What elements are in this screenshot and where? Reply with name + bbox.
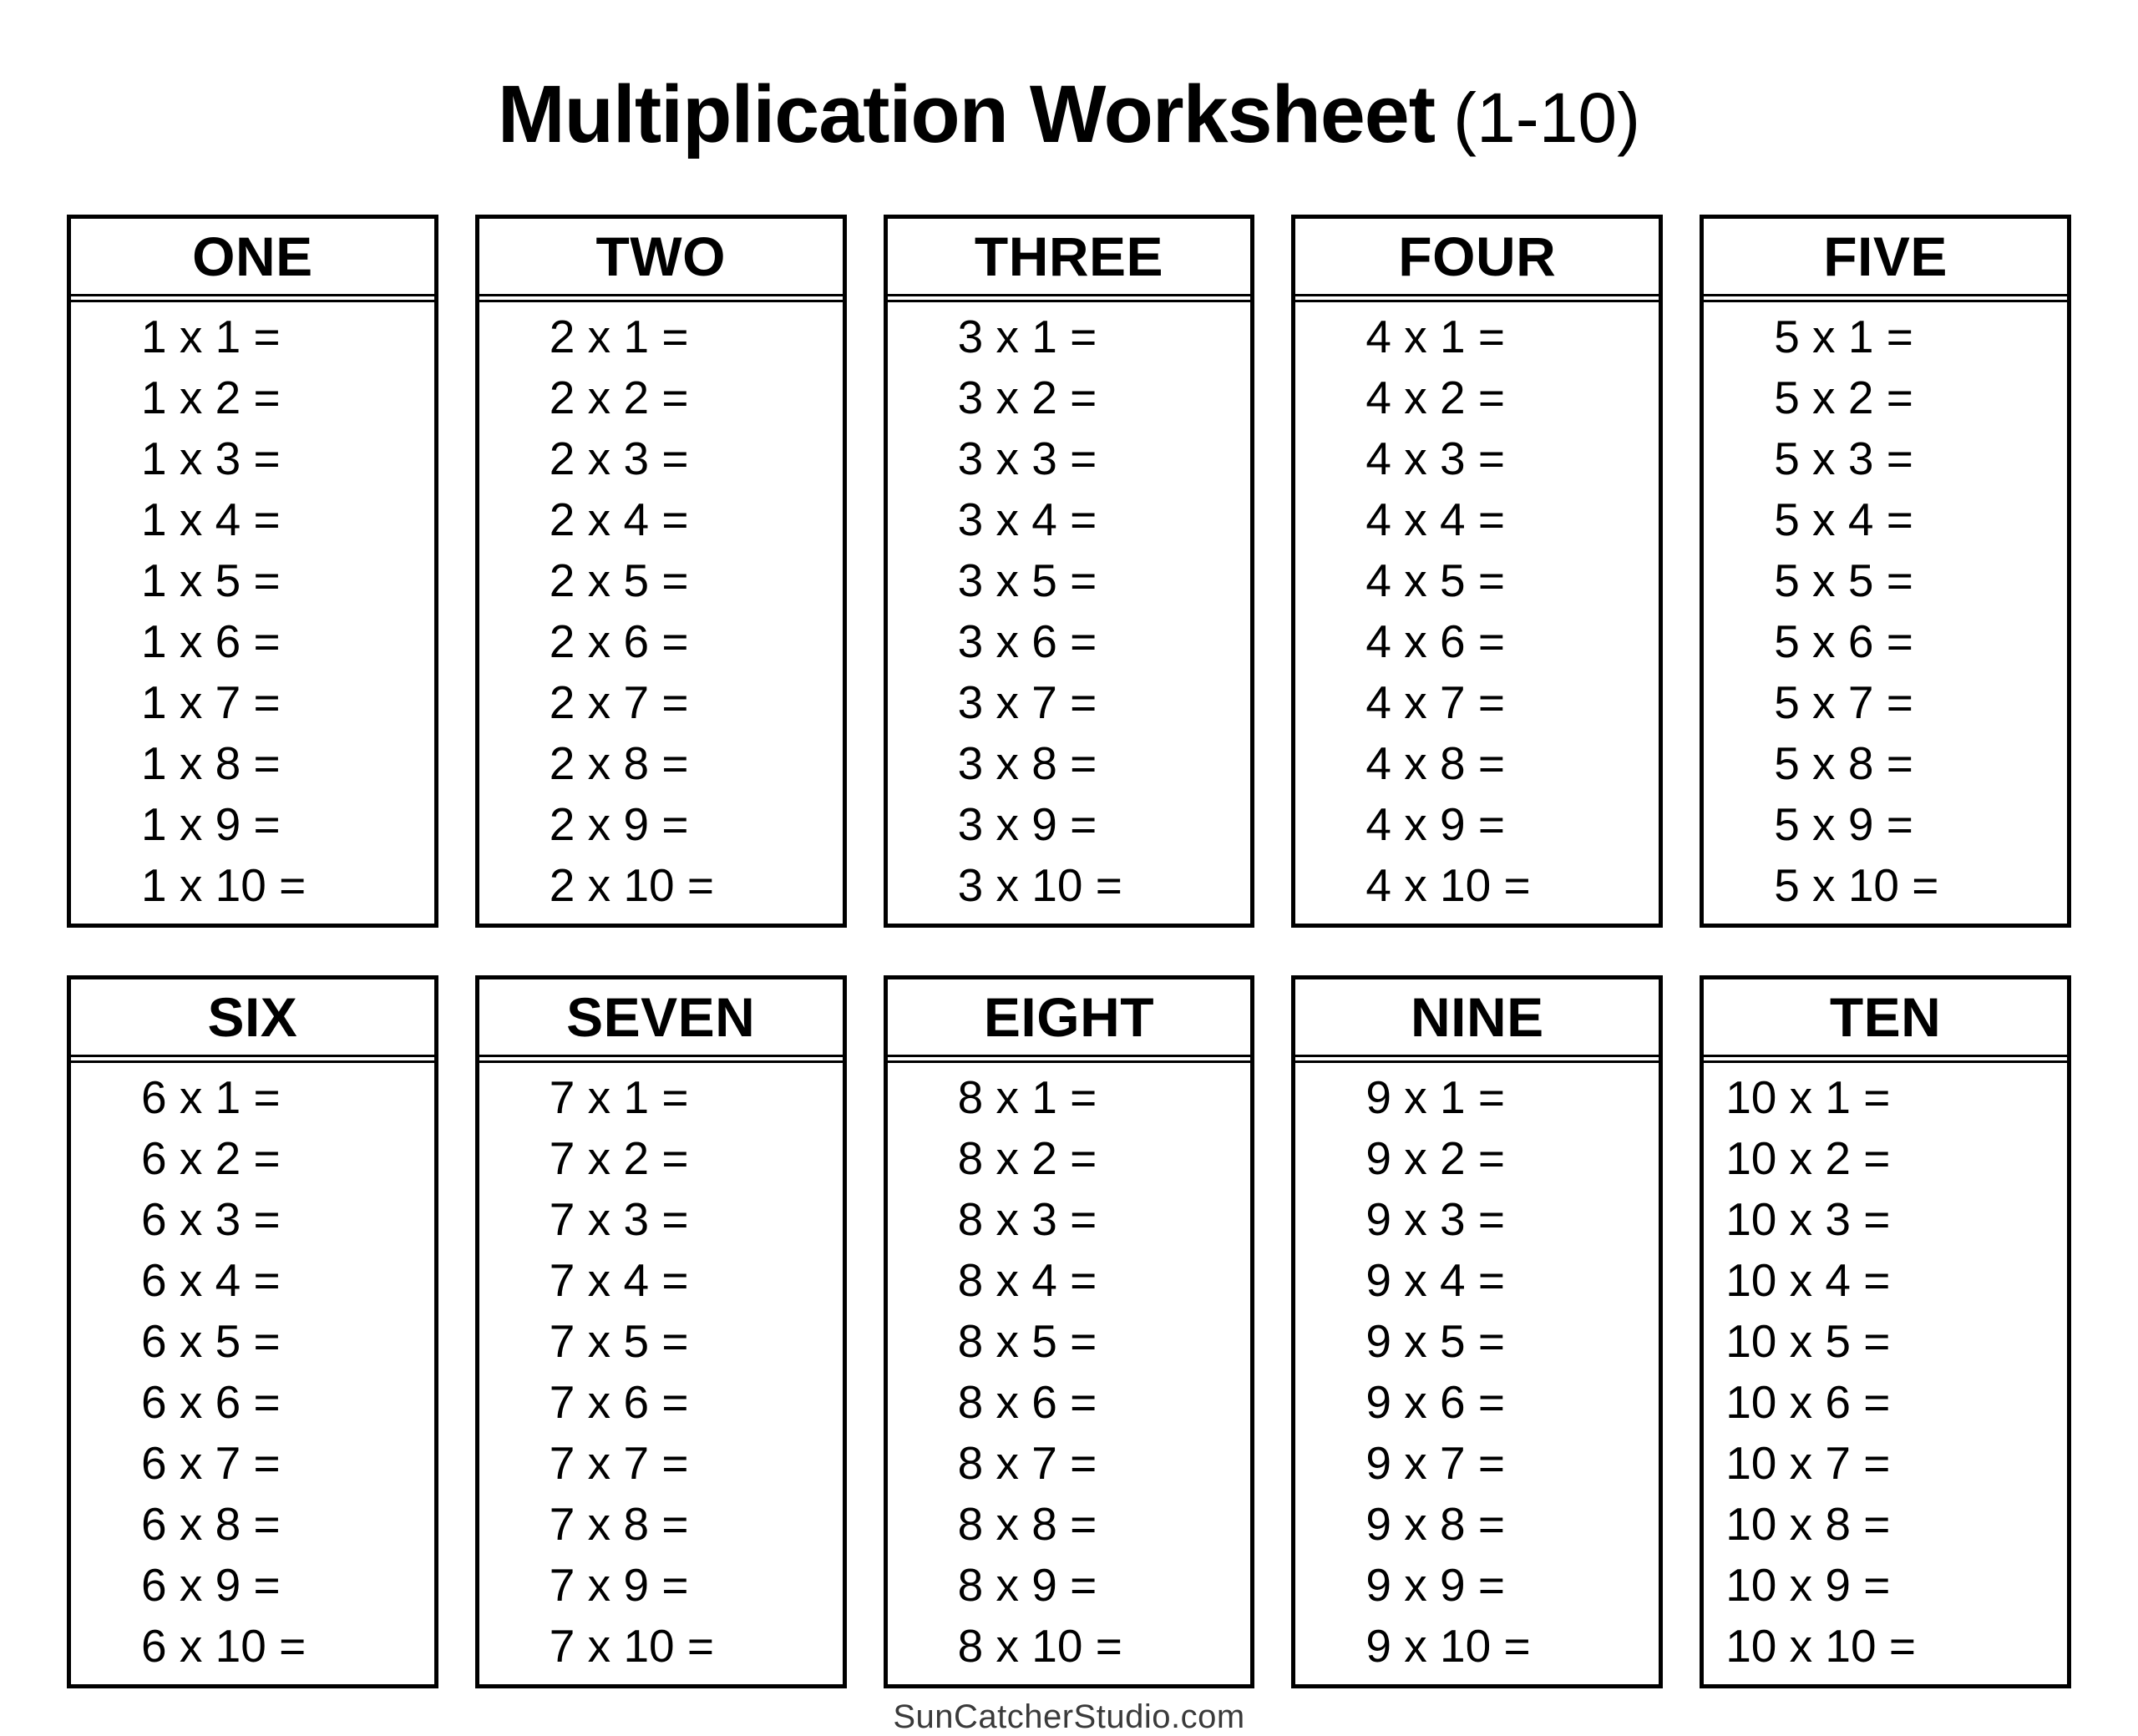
equation-row: 5 x 1 = xyxy=(1774,310,1913,362)
table-six-body xyxy=(71,1060,434,1684)
table-two-header: TWO xyxy=(479,219,843,296)
equation-row: 8 x 5 = xyxy=(957,1314,1097,1367)
equation-row: 6 x 4 = xyxy=(141,1253,281,1306)
equation-row: 5 x 9 = xyxy=(1774,797,1913,850)
table-six xyxy=(67,975,438,1688)
table-nine-header: NINE xyxy=(1295,979,1659,1057)
tables-grid xyxy=(67,215,2071,1688)
equation-row: 10 x 6 = xyxy=(1725,1375,1891,1428)
equation-row: 7 x 3 = xyxy=(549,1192,689,1245)
equation-row: 2 x 4 = xyxy=(549,493,689,545)
table-five-header: FIVE xyxy=(1704,219,2067,296)
equation-row: 4 x 10 = xyxy=(1365,858,1531,911)
equation-row: 10 x 4 = xyxy=(1725,1253,1891,1306)
equation-row: 8 x 10 = xyxy=(957,1619,1122,1672)
equation-row: 1 x 3 = xyxy=(141,432,281,484)
equation-row: 8 x 8 = xyxy=(957,1497,1097,1550)
equation-row: 10 x 5 = xyxy=(1725,1314,1891,1367)
table-nine-body xyxy=(1295,1060,1659,1684)
equation-row: 9 x 7 = xyxy=(1365,1436,1506,1489)
equation-row: 7 x 4 = xyxy=(549,1253,689,1306)
table-four xyxy=(1291,215,1663,928)
table-one-body xyxy=(71,300,434,924)
equation-row: 9 x 3 = xyxy=(1365,1192,1506,1245)
equation-row: 2 x 1 = xyxy=(549,310,689,362)
table-eight-header: EIGHT xyxy=(888,979,1251,1057)
equation-row: 5 x 4 = xyxy=(1774,493,1913,545)
equation-row: 1 x 5 = xyxy=(141,554,281,606)
equation-row: 4 x 7 = xyxy=(1365,676,1506,728)
worksheet-page xyxy=(0,54,2138,1735)
equation-row: 8 x 1 = xyxy=(957,1070,1097,1123)
equation-row: 4 x 3 = xyxy=(1365,432,1506,484)
equation-row: 3 x 10 = xyxy=(957,858,1122,911)
equation-row: 3 x 8 = xyxy=(957,736,1097,789)
equation-row: 4 x 2 = xyxy=(1365,371,1506,423)
equation-row: 2 x 2 = xyxy=(549,371,689,423)
equation-row: 2 x 3 = xyxy=(549,432,689,484)
equation-row: 7 x 9 = xyxy=(549,1558,689,1611)
equation-row: 10 x 9 = xyxy=(1725,1558,1891,1611)
equation-row: 9 x 5 = xyxy=(1365,1314,1506,1367)
equation-row: 8 x 6 = xyxy=(957,1375,1097,1428)
equation-row: 6 x 3 = xyxy=(141,1192,281,1245)
equation-row: 9 x 1 = xyxy=(1365,1070,1506,1123)
equation-row: 3 x 4 = xyxy=(957,493,1097,545)
equation-row: 3 x 9 = xyxy=(957,797,1097,850)
equation-row: 1 x 4 = xyxy=(141,493,281,545)
equation-row: 10 x 1 = xyxy=(1725,1070,1891,1123)
equation-row: 6 x 10 = xyxy=(141,1619,307,1672)
table-one xyxy=(67,215,438,928)
equation-row: 6 x 1 = xyxy=(141,1070,281,1123)
equation-row: 10 x 8 = xyxy=(1725,1497,1891,1550)
equation-row: 7 x 8 = xyxy=(549,1497,689,1550)
equation-row: 5 x 7 = xyxy=(1774,676,1913,728)
table-six-header: SIX xyxy=(71,979,434,1057)
equation-row: 8 x 7 = xyxy=(957,1436,1097,1489)
title-suffix: (1-10) xyxy=(1453,78,1641,157)
table-ten-header: TEN xyxy=(1704,979,2067,1057)
equation-row: 4 x 1 = xyxy=(1365,310,1506,362)
table-ten xyxy=(1700,975,2071,1688)
equation-row: 8 x 9 = xyxy=(957,1558,1097,1611)
equation-row: 9 x 6 = xyxy=(1365,1375,1506,1428)
equation-row: 5 x 10 = xyxy=(1774,858,1939,911)
equation-row: 7 x 5 = xyxy=(549,1314,689,1367)
equation-row: 7 x 6 = xyxy=(549,1375,689,1428)
equation-row: 9 x 10 = xyxy=(1365,1619,1531,1672)
equation-row: 2 x 8 = xyxy=(549,736,689,789)
table-four-header: FOUR xyxy=(1295,219,1659,296)
table-five xyxy=(1700,215,2071,928)
table-nine xyxy=(1291,975,1663,1688)
equation-row: 5 x 5 = xyxy=(1774,554,1913,606)
equation-row: 1 x 7 = xyxy=(141,676,281,728)
equation-row: 9 x 4 = xyxy=(1365,1253,1506,1306)
equation-row: 1 x 1 = xyxy=(141,310,281,362)
equation-row: 2 x 7 = xyxy=(549,676,689,728)
page-title xyxy=(0,54,2138,160)
equation-row: 5 x 3 = xyxy=(1774,432,1913,484)
equation-row: 7 x 7 = xyxy=(549,1436,689,1489)
equation-row: 5 x 8 = xyxy=(1774,736,1913,789)
equation-row: 6 x 9 = xyxy=(141,1558,281,1611)
equation-row: 2 x 10 = xyxy=(549,858,715,911)
table-three xyxy=(884,215,1255,928)
equation-row: 4 x 9 = xyxy=(1365,797,1506,850)
equation-row: 7 x 10 = xyxy=(549,1619,715,1672)
table-ten-body xyxy=(1704,1060,2067,1684)
equation-row: 5 x 2 = xyxy=(1774,371,1913,423)
equation-row: 1 x 10 = xyxy=(141,858,307,911)
equation-row: 9 x 9 = xyxy=(1365,1558,1506,1611)
equation-row: 2 x 5 = xyxy=(549,554,689,606)
title-main: Multiplication Worksheet xyxy=(497,68,1436,159)
equation-row: 1 x 6 = xyxy=(141,615,281,667)
equation-row: 7 x 2 = xyxy=(549,1131,689,1184)
equation-row: 3 x 3 = xyxy=(957,432,1097,484)
equation-row: 4 x 4 = xyxy=(1365,493,1506,545)
table-eight xyxy=(884,975,1255,1688)
equation-row: 7 x 1 = xyxy=(549,1070,689,1123)
equation-row: 4 x 8 = xyxy=(1365,736,1506,789)
table-two-body xyxy=(479,300,843,924)
equation-row: 2 x 6 = xyxy=(549,615,689,667)
table-eight-body xyxy=(888,1060,1251,1684)
table-five-body xyxy=(1704,300,2067,924)
equation-row: 10 x 2 = xyxy=(1725,1131,1891,1184)
equation-row: 4 x 6 = xyxy=(1365,615,1506,667)
table-four-body xyxy=(1295,300,1659,924)
equation-row: 6 x 8 = xyxy=(141,1497,281,1550)
equation-row: 3 x 1 = xyxy=(957,310,1097,362)
table-three-body xyxy=(888,300,1251,924)
equation-row: 8 x 2 = xyxy=(957,1131,1097,1184)
equation-row: 10 x 3 = xyxy=(1725,1192,1891,1245)
equation-row: 1 x 8 = xyxy=(141,736,281,789)
equation-row: 8 x 3 = xyxy=(957,1192,1097,1245)
equation-row: 10 x 7 = xyxy=(1725,1436,1891,1489)
equation-row: 3 x 7 = xyxy=(957,676,1097,728)
table-one-header: ONE xyxy=(71,219,434,296)
equation-row: 3 x 5 = xyxy=(957,554,1097,606)
equation-row: 6 x 6 = xyxy=(141,1375,281,1428)
equation-row: 6 x 5 = xyxy=(141,1314,281,1367)
equation-row: 4 x 5 = xyxy=(1365,554,1506,606)
table-seven-header: SEVEN xyxy=(479,979,843,1057)
equation-row: 8 x 4 = xyxy=(957,1253,1097,1306)
equation-row: 6 x 7 = xyxy=(141,1436,281,1489)
footer-credit: SunCatcherStudio.com xyxy=(893,1698,1245,1735)
equation-row: 5 x 6 = xyxy=(1774,615,1913,667)
equation-row: 3 x 6 = xyxy=(957,615,1097,667)
equation-row: 2 x 9 = xyxy=(549,797,689,850)
equation-row: 9 x 8 = xyxy=(1365,1497,1506,1550)
equation-row: 1 x 9 = xyxy=(141,797,281,850)
equation-row: 3 x 2 = xyxy=(957,371,1097,423)
equation-row: 1 x 2 = xyxy=(141,371,281,423)
table-seven-body xyxy=(479,1060,843,1684)
table-seven xyxy=(475,975,847,1688)
table-three-header: THREE xyxy=(888,219,1251,296)
equation-row: 10 x 10 = xyxy=(1725,1619,1917,1672)
table-two xyxy=(475,215,847,928)
equation-row: 9 x 2 = xyxy=(1365,1131,1506,1184)
equation-row: 6 x 2 = xyxy=(141,1131,281,1184)
